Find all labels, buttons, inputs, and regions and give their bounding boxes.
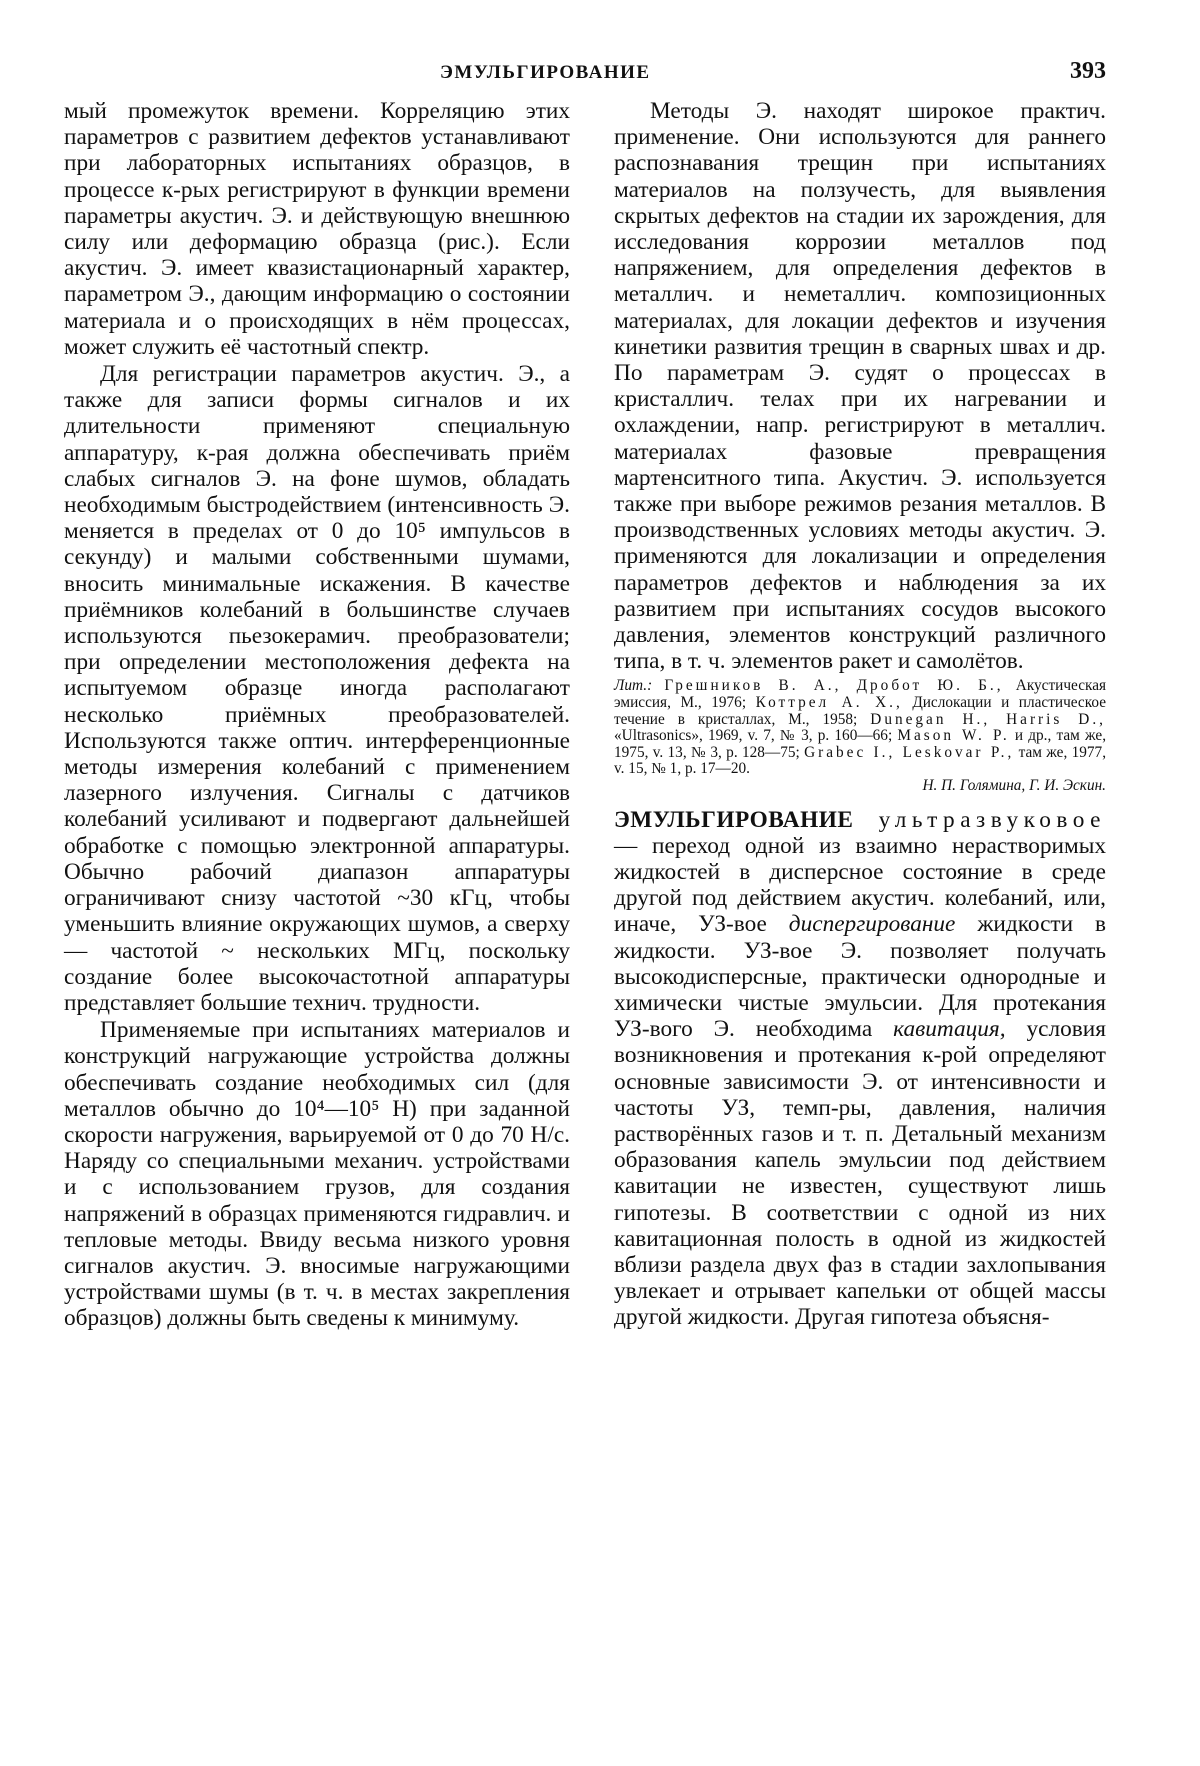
lit-author-1: Грешников В. А., Дробот Ю. Б.,	[664, 677, 1004, 695]
literature-references	[614, 678, 1106, 778]
lit-title-1: Акустическая эмиссия, М., 1976;	[614, 677, 1107, 712]
left-paragraph-3: Применяемые при испытаниях материалов и конструкций нагружающие устройства должны обеспечивать создание необходимых сил (для металлов обычно до 10⁴—10⁵ Н) при заданной скорости нагружения, варьируемой от 0 до 70 Н/с. Наряду со специальными механич. устройствами и с использованием грузов, для создания напряжений в образцах применяются гидравлич. и тепловые методы. Ввиду весьма низкого уровня сигналов акустич. Э. вносимые нагружающими устройствами шумы (в т. ч. в местах закрепления образцов) должны быть сведены к минимуму.	[64, 1017, 570, 1332]
lit-author-5: Grabec I., Leskovar P.,	[804, 743, 1015, 761]
left-paragraph-1: мый промежуток времени. Корреляцию этих параметров с развитием дефектов устанавливают при лабораторных испытаниях образцов, в процессе к-рых регистрируют в функции времени параметры акустич. Э. и действующую внешнюю силу или деформацию образца (рис.). Если акустич. Э. имеет квазистационарный характер, параметром Э., дающим информацию о состоянии материала и о происходящих в нём процессах, может служить её частотный спектр.	[64, 98, 570, 360]
entry-text-3: условия возникновения и протекания к-рой определяют основные зависимости Э. от интенсивности и частоты УЗ, темп-ры, давления, наличия растворённых газов и т. п. Детальный механизм образования капель эмульсии под действием кавитации не известен, существуют лишь гипотезы. В соответствии с одной из них кавитационная полость в одной из жидкостей вблизи раздела двух фаз в стадии захлопывания увлекает и отрывает капельки от общей массы другой жидкости. Другая гипотеза объясня-	[614, 1016, 1106, 1331]
article-authors: Н. П. Голямина, Г. И. Эскин.	[922, 777, 1106, 795]
literature-label: Лит.:	[614, 677, 653, 695]
entry-text-1: — переход одной из взаимно нерастворимых жидкостей в дисперсное состояние в среде другой под действием акустич. колебаний, или, иначе, УЗ-вое	[614, 832, 1106, 938]
page-number: 393	[1070, 58, 1106, 84]
entry-subtitle: ультразвуковое	[878, 806, 1106, 833]
entry-term: ЭМУЛЬГИРОВАНИЕ	[614, 806, 854, 833]
right-column	[614, 98, 1106, 1331]
running-header	[0, 58, 1200, 90]
left-column	[64, 98, 570, 1332]
left-paragraph-2: Для регистрации параметров акустич. Э., а также для записи формы сигналов и их длительности применяют специальную аппаратуру, к-рая должна обеспечивать приём слабых сигналов Э. на фоне шумов, обладать необходимым быстродействием (интенсивность Э. меняется в пределах от 0 до 10⁵ импульсов в секунду) и малыми собственными шумами, вносить минимальные искажения. В качестве приёмников колебаний в большинстве случаев используются пьезокерамич. преобразователи; при определении местоположения дефекта на испытуемом образце иногда располагают несколько приёмных преобразователей. Используются также оптич. интерференционные методы измерения колебаний с применением лазерного излучения. Сигналы с датчиков колебаний усиливают и подвергают дальнейшей обработке с помощью электронной аппаратуры. Обычно рабочий диапазон аппаратуры ограничивают снизу частотой ~30 кГц, чтобы уменьшить влияние окружающих шумов, а сверху — частотой ~ нескольких МГц, поскольку создание более высокочастотной аппаратуры представляет большие технич. трудности.	[64, 361, 570, 1016]
right-paragraph-1: Методы Э. находят широкое практич. применение. Они используются для раннего распознавания трещин при испытаниях материалов на ползучесть, для выявления скрытых дефектов на стадии их зарождения, для исследования коррозии металлов под напряжением, для определения дефектов в металлич. и неметаллич. композиционных материалах, для локации дефектов и изучения кинетики развития трещин в сварных швах и др. По параметрам Э. судят о процессах в кристаллич. телах при их нагревании и охлаждении, напр. регистрируют в металлич. материалах фазовые превращения мартенситного типа. Акустич. Э. используется также при выборе режимов резания металлов. В производственных условиях методы акустич. Э. применяются для локализации и определения параметров дефектов и наблюдения за их развитием при испытаниях сосудов высокого давления, элементов конструкций различного типа, в т. ч. элементов ракет и самолётов.	[614, 98, 1106, 675]
page-title: ЭМУЛЬГИРОВАНИЕ	[440, 62, 651, 83]
lit-author-4: Mason W. P.	[897, 727, 1010, 745]
lit-author-2: Коттрел А. Х.,	[755, 694, 903, 712]
entry-emulsification	[614, 807, 1106, 1331]
lit-title-4: и др., там же, 1975, v. 13, № 3, p. 128—75;	[614, 727, 1107, 761]
entry-italic-term-2: кавитация,	[893, 1016, 1006, 1043]
lit-title-2: Дислокации и пластическое течение в кристаллах, М., 1958;	[614, 694, 1107, 728]
entry-text-2: жидкости в жидкости. УЗ-вое Э. позволяет получать высокодисперсные, практически однородные и химически чистые эмульсии. Для протекания УЗ-вого Э. необходима	[614, 911, 1106, 1043]
lit-author-3: Dunegan H., Harris D.,	[870, 710, 1106, 728]
lit-title-5: там же, 1977, v. 15, № 1, p. 17—20.	[614, 743, 1107, 778]
entry-italic-term-1: диспергирование	[788, 911, 956, 938]
lit-title-3: «Ultrasonics», 1969, v. 7, № 3, p. 160—66;	[614, 727, 893, 745]
